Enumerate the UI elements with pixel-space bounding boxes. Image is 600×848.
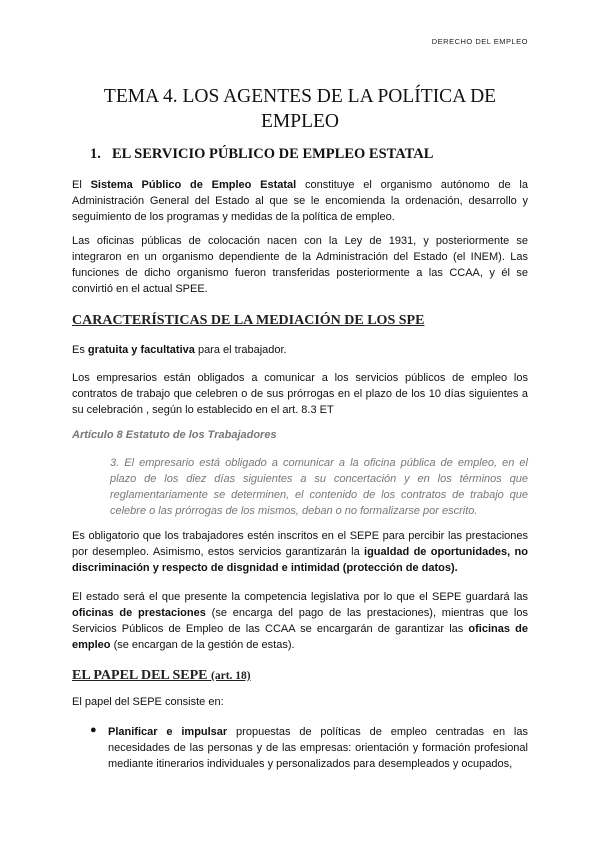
list-item — [90, 724, 528, 772]
paragraph-empresarios: Los empresarios están obligados a comunicar a los servicios públicos de empleo los contratos de trabajo que celebren o de sus prórrogas en el plazo de los 10 días siguientes a su celebración , según lo establecido en el art. 8.3 ET — [72, 372, 528, 416]
section-heading-papel — [72, 668, 251, 684]
text: Es obligatorio que los trabajadores estén inscritos en el SEPE para percibir las prestaciones por desempleo. Asimismo, estos servicios garantizarán la — [72, 530, 528, 558]
bold-text: Planificar e impulsar — [108, 726, 228, 738]
text: Es — [72, 344, 88, 356]
article-title: Artículo 8 Estatuto de los Trabajadores — [72, 429, 277, 441]
paragraph-gratuita — [72, 342, 528, 358]
text: El — [72, 179, 91, 191]
heading-ref: (art. 18) — [211, 670, 251, 682]
paragraph-history: Las oficinas públicas de colocación nacen con la Ley de 1931, y posteriormente se integraron en un organismo dependiente de la Administración del Estado (el INEM). Las funciones de dicho organismo fueron transferidas posteriormente a las CCAA, y él se convirtió en el actual SPEE. — [72, 235, 528, 295]
page-title: TEMA 4. LOS AGENTES DE LA POLÍTICA DE EMPLEO — [103, 86, 497, 132]
section-number: 1. — [90, 146, 101, 162]
bold-text: Sistema Público de Empleo Estatal — [90, 179, 297, 191]
paragraph-papel-intro: El papel del SEPE consiste en: — [72, 696, 224, 708]
bullet-icon: ● — [90, 724, 97, 736]
text: (se encarga del pago de las prestaciones), mientras que los Servicios Públicos de Empleo de las CCAA se encargarán de garantizar las — [72, 607, 528, 635]
section-heading-caracteristicas: CARACTERÍSTICAS DE LA MEDIACIÓN DE LOS SPE — [72, 313, 425, 328]
running-header: DERECHO DEL EMPLEO — [431, 37, 528, 46]
bold-text: igualdad de oportunidades, no discriminación y respecto de disgnidad e intimidad (protección de datos). — [72, 546, 528, 574]
bold-text: oficinas de empleo — [72, 623, 528, 651]
paragraph-spee-definition — [72, 177, 528, 225]
text: para el trabajador. — [194, 344, 287, 356]
paragraph-obligatorio — [72, 528, 528, 576]
article-quote: 3. El empresario está obligado a comunicar a la oficina pública de empleo, en el plazo de los diez días siguientes a su concertación y en los términos que reglamentariamente se determinen, el contenido de los contratos de trabajo que celebre o las prórrogas de los mismos, deban o no formalizarse por escrito. — [110, 457, 528, 517]
section-heading-1 — [90, 146, 433, 163]
text: propuestas de políticas de empleo centradas en las necesidades de las personas y de las empresas: orientación y formación profesional mediante itinerarios individuales y personalizados para desempleados y ocupados, — [108, 726, 528, 770]
text: El estado será el que presente la competencia legislativa por lo que el SEPE guardará las — [72, 591, 528, 603]
text: constituye el organismo autónomo de la Administración General del Estado al que se le encomienda la ordenación, desarrollo y seguimiento de los programas y medidas de la política de empleo. — [72, 179, 528, 223]
list-item-text — [108, 724, 528, 772]
bold-text: gratuita y facultativa — [87, 344, 195, 356]
heading-text: EL PAPEL DEL SEPE — [72, 668, 208, 683]
text: (se encargan de la gestión de estas). — [110, 639, 295, 651]
section-title: EL SERVICIO PÚBLICO DE EMPLEO ESTATAL — [112, 146, 434, 162]
paragraph-estado — [72, 589, 528, 653]
bold-text: oficinas de prestaciones — [72, 607, 206, 619]
